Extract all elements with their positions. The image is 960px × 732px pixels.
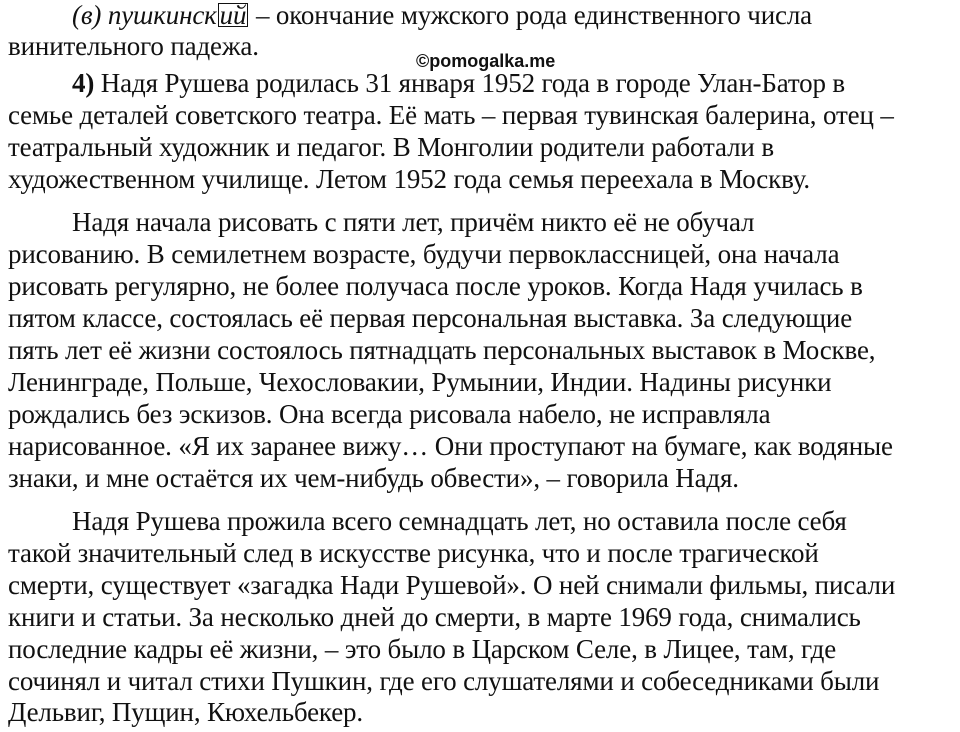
word-ending-box: ий — [219, 0, 247, 30]
item-4-number: 4) — [72, 68, 95, 98]
item-v-line-2: винительного падежа. — [8, 31, 259, 61]
paragraph-3-line: Дельвиг, Пущин, Кюхельбекер. — [8, 697, 364, 727]
paragraph-3-line: книги и статьи. За несколько дней до смерти, в марте 1969 года, снимались — [8, 602, 861, 632]
item-v-rest: – окончание мужского рода единственного числа — [249, 0, 812, 30]
item-v-label: (в) пушкинск — [72, 0, 217, 30]
paragraph-2-line: знаки, и мне остаётся их чем-нибудь обвести», – говорила Надя. — [8, 463, 739, 493]
paragraph-3-line: такой значительный след в искусстве рисунка, что и после трагической — [8, 538, 819, 568]
paragraph-2-line: рисовать регулярно, не более получаса после уроков. Когда Надя училась в — [8, 271, 863, 301]
paragraph-2-line: рождались без эскизов. Она всегда рисовала набело, не исправляла — [8, 399, 771, 429]
paragraph-2-line: пять лет её жизни состоялось пятнадцать персональных выставок в Москве, — [8, 335, 876, 365]
item-4-line: художественном училище. Летом 1952 года семья переехала в Москву. — [8, 164, 811, 194]
item-v-line-1 — [72, 0, 812, 31]
paragraph-3-line: сочинял и читал стихи Пушкин, где его слушателями и собеседниками были — [8, 666, 880, 696]
paragraph-2-line: пятом классе, состоялась её первая персональная выставка. За следующие — [8, 303, 853, 333]
item-4-line: семье деталей советского театра. Её мать – первая тувинская балерина, отец – — [8, 100, 894, 130]
paragraph-2-line: Надя начала рисовать с пяти лет, причём никто её не обучал — [72, 207, 755, 237]
watermark: ©pomogalka.me — [416, 51, 556, 71]
item-4-line: театральный художник и педагог. В Монголии родители работали в — [8, 132, 774, 162]
paragraph-2-line: рисованию. В семилетнем возрасте, будучи первоклассницей, она начала — [8, 239, 840, 269]
paragraph-3-line: Надя Рушева прожила всего семнадцать лет, но оставила после себя — [72, 506, 847, 536]
paragraph-3-line: последние кадры её жизни, – это было в Царском Селе, в Лицее, там, где — [8, 634, 837, 664]
item-4-first-line: Надя Рушева родилась 31 января 1952 года в городе Улан-Батор в — [94, 68, 846, 98]
paragraph-3-line: смерти, существует «загадка Нади Рушевой». О ней снимали фильмы, писали — [8, 570, 896, 600]
item-4-line-1 — [72, 68, 845, 99]
paragraph-2-line: нарисованное. «Я их заранее вижу… Они проступают на бумаге, как водяные — [8, 431, 893, 461]
paragraph-2-line: Ленинграде, Польше, Чехословакии, Румынии, Индии. Надины рисунки — [8, 367, 832, 397]
